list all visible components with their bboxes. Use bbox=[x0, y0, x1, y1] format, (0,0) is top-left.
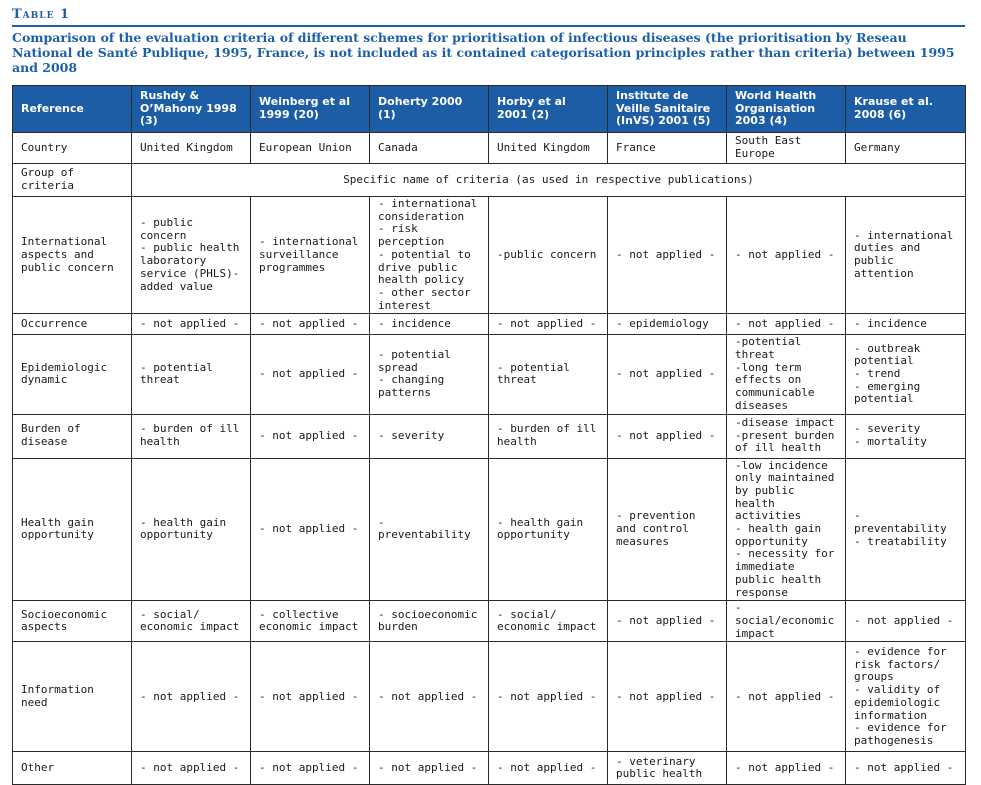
table-cell: - severity - mortality bbox=[846, 414, 966, 458]
table-cell: - not applied - bbox=[370, 642, 489, 752]
table-cell: - not applied - bbox=[727, 752, 846, 785]
table-cell: - health gain opportunity bbox=[489, 458, 608, 601]
table-cell: Socioeconomic aspects bbox=[13, 601, 132, 642]
table-cell: Germany bbox=[846, 133, 966, 164]
table-cell: - not applied - bbox=[489, 642, 608, 752]
table-cell: -low incidence only maintained by public health activities - health gain opportunity - necessity for immediate public health response bbox=[727, 458, 846, 601]
table-cell: - burden of ill health bbox=[132, 414, 251, 458]
header-cell: Institute de Veille Sanitaire (InVS) 2001 (5) bbox=[608, 86, 727, 133]
table-row bbox=[13, 314, 966, 335]
table-cell: - not applied - bbox=[132, 752, 251, 785]
table-cell: - collective economic impact bbox=[251, 601, 370, 642]
table-cell: - not applied - bbox=[846, 752, 966, 785]
table-row bbox=[13, 197, 966, 314]
header-cell: Weinberg et al 1999 (20) bbox=[251, 86, 370, 133]
table-caption: Comparison of the evaluation criteria of different schemes for prioritisation of infectious diseases (the prioritisation by Reseau National de Santé Publique, 1995, France, is not included as it contained categorisation principles rather than criteria) between 1995 and 2008 bbox=[12, 30, 955, 75]
table-cell: - not applied - bbox=[251, 752, 370, 785]
table-cell: Country bbox=[13, 133, 132, 164]
table-cell: - incidence bbox=[846, 314, 966, 335]
table-cell: - outbreak potential - trend - emerging potential bbox=[846, 335, 966, 414]
table-row bbox=[13, 601, 966, 642]
table-cell: -disease impact -present burden of ill health bbox=[727, 414, 846, 458]
title-rule bbox=[12, 25, 965, 27]
table-cell: Epidemiologic dynamic bbox=[13, 335, 132, 414]
table-cell: -potential threat -long term effects on communicable diseases bbox=[727, 335, 846, 414]
table-cell: - prevention and control measures bbox=[608, 458, 727, 601]
table-cell: - socioeconomic burden bbox=[370, 601, 489, 642]
table-cell: Other bbox=[13, 752, 132, 785]
table-cell: - potential threat bbox=[132, 335, 251, 414]
table-cell: - international surveillance programmes bbox=[251, 197, 370, 314]
table-cell: - not applied - bbox=[727, 314, 846, 335]
table-cell: - not applied - bbox=[727, 197, 846, 314]
table-cell: - not applied - bbox=[489, 752, 608, 785]
criteria-table bbox=[12, 85, 966, 785]
table-cell: Burden of disease bbox=[13, 414, 132, 458]
table-cell: - not applied - bbox=[251, 414, 370, 458]
table-cell: - not applied - bbox=[251, 458, 370, 601]
table-label: Table 1 bbox=[12, 7, 71, 22]
header-row bbox=[13, 86, 966, 133]
table-row bbox=[13, 335, 966, 414]
table-cell: Group of criteria bbox=[13, 164, 132, 197]
table-cell: - severity bbox=[370, 414, 489, 458]
table-cell: France bbox=[608, 133, 727, 164]
table-cell: -social/economic impact bbox=[727, 601, 846, 642]
table-cell: - not applied - bbox=[251, 642, 370, 752]
table-cell: - not applied - bbox=[727, 642, 846, 752]
header-cell: Rushdy & O’Mahony 1998 (3) bbox=[132, 86, 251, 133]
table-cell: International aspects and public concern bbox=[13, 197, 132, 314]
table-cell: Information need bbox=[13, 642, 132, 752]
table-cell: - incidence bbox=[370, 314, 489, 335]
table-row bbox=[13, 642, 966, 752]
table-cell: -public concern bbox=[489, 197, 608, 314]
table-cell: - not applied - bbox=[251, 314, 370, 335]
header-cell: World Health Organisation 2003 (4) bbox=[727, 86, 846, 133]
table-cell: United Kingdom bbox=[489, 133, 608, 164]
table-cell: - preventability - treatability bbox=[846, 458, 966, 601]
table-cell: - not applied - bbox=[251, 335, 370, 414]
table-cell: - social/ economic impact bbox=[132, 601, 251, 642]
table-row bbox=[13, 414, 966, 458]
table-cell: - international duties and public attention bbox=[846, 197, 966, 314]
group-row bbox=[13, 164, 966, 197]
spanning-cell: Specific name of criteria (as used in respective publications) bbox=[132, 164, 966, 197]
table-cell: Health gain opportunity bbox=[13, 458, 132, 601]
table-cell: South East Europe bbox=[727, 133, 846, 164]
header-cell: Doherty 2000 (1) bbox=[370, 86, 489, 133]
table-cell: - not applied - bbox=[608, 642, 727, 752]
table-cell: United Kingdom bbox=[132, 133, 251, 164]
table-cell: - international consideration - risk perception - potential to drive public health policy - other sector interest bbox=[370, 197, 489, 314]
header-cell: Reference bbox=[13, 86, 132, 133]
table-figure bbox=[12, 6, 965, 785]
table-cell: European Union bbox=[251, 133, 370, 164]
header-cell: Horby et al 2001 (2) bbox=[489, 86, 608, 133]
table-cell: - not applied - bbox=[608, 335, 727, 414]
table-cell: - social/ economic impact bbox=[489, 601, 608, 642]
country-row bbox=[13, 133, 966, 164]
table-cell: - not applied - bbox=[608, 414, 727, 458]
table-cell: - not applied - bbox=[846, 601, 966, 642]
table-cell: - epidemiology bbox=[608, 314, 727, 335]
table-cell: Occurrence bbox=[13, 314, 132, 335]
table-cell: - public concern - public health laboratory service (PHLS)-added value bbox=[132, 197, 251, 314]
table-cell: - preventability bbox=[370, 458, 489, 601]
header-cell: Krause et al. 2008 (6) bbox=[846, 86, 966, 133]
table-cell: - burden of ill health bbox=[489, 414, 608, 458]
table-cell: - not applied - bbox=[608, 601, 727, 642]
table-cell: - not applied - bbox=[132, 642, 251, 752]
table-cell: - potential spread - changing patterns bbox=[370, 335, 489, 414]
table-cell: - evidence for risk factors/ groups - validity of epidemiologic information - evidence for pathogenesis bbox=[846, 642, 966, 752]
table-cell: Canada bbox=[370, 133, 489, 164]
table-row bbox=[13, 752, 966, 785]
table-cell: - veterinary public health bbox=[608, 752, 727, 785]
table-cell: - not applied - bbox=[370, 752, 489, 785]
table-cell: - not applied - bbox=[608, 197, 727, 314]
table-cell: - health gain opportunity bbox=[132, 458, 251, 601]
table-cell: - not applied - bbox=[489, 314, 608, 335]
table-cell: - potential threat bbox=[489, 335, 608, 414]
table-row bbox=[13, 458, 966, 601]
table-cell: - not applied - bbox=[132, 314, 251, 335]
